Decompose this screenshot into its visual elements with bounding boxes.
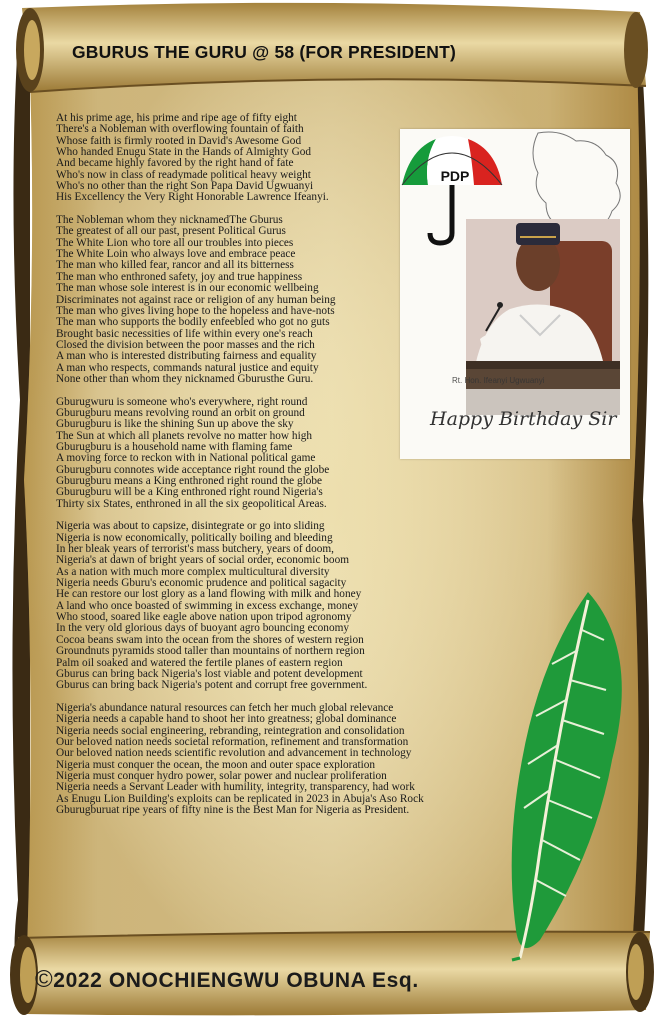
poem-line: Nigeria was about to capsize, disintegrate or go into sliding	[56, 520, 325, 533]
poem-line: The White Loin who always love and embrace peace	[56, 248, 296, 261]
poem-line: Thirty six States, enthroned in all the six geopolitical Areas.	[56, 497, 327, 510]
poem-line: Who's now in class of readymade political heavy weight	[56, 168, 311, 181]
page-title: GBURUS THE GURU @ 58 (FOR PRESIDENT)	[72, 42, 457, 62]
poem-line: The man who enthroned safety, joy and true happiness	[56, 270, 303, 283]
poem-line: Gburus can bring back Nigeria's potent and corrupt free government.	[56, 679, 368, 692]
birthday-greeting: Happy Birthday Sir	[430, 408, 617, 430]
poem-line: Gburugburu is a household name with flaming fame	[56, 440, 293, 453]
copyright-footer	[35, 966, 635, 994]
poem-line: Nigeria's abundance natural resources can fetch her much global relevance	[56, 701, 394, 714]
poem-line: Gburugburuat ripe years of fifty nine is the Best Man for Nigeria as President.	[56, 803, 410, 816]
poem-line: Groundnuts pyramids stood taller than mountains of northern region	[56, 645, 365, 658]
poem-line: He can restore our lost glory as a land flowing with milk and honey	[56, 588, 362, 601]
poem-line: His Excellency the Very Right Honorable Lawrence Ifeanyi.	[56, 191, 329, 204]
poem-line: Gburugburu is like the shining Sun up above the sky	[56, 418, 294, 431]
poem-line: Gburugburu connotes wide acceptance right round the globe	[56, 463, 330, 476]
poem-line: Whose faith is firmly rooted in David's Awesome God	[56, 134, 302, 147]
poem-line: As Enugu Lion Building's exploits can be replicated in 2023 in Abuja's Aso Rock	[56, 792, 424, 805]
pdp-logo-text: PDP	[440, 168, 470, 184]
poem-line: Brought basic necessities of life within every one's reach	[56, 327, 313, 340]
poem-line: The man who killed fear, rancor and all its bitterness	[56, 259, 294, 272]
poem-line: Closed the division between the poor masses and the rich	[56, 338, 315, 351]
poem-line: The man who gives living hope to the hopeless and have-nots	[56, 304, 335, 317]
poem-line: Cocoa beans swam into the ocean from the shores of western region	[56, 633, 364, 646]
poem-line: The White Lion who tore all our troubles into pieces	[56, 236, 294, 249]
poem-line: Our beloved nation needs scientific revolution and advancement in technology	[56, 747, 412, 760]
poem-line: A man who is interested distributing fairness and equality	[56, 350, 317, 363]
poem-line: The man who supports the bodily enfeebled who got no guts	[56, 316, 330, 329]
poem-line: Gburugwuru is someone who's everywhere, right round	[56, 395, 308, 408]
poem-line: In her bleak years of terrorist's mass butchery, years of doom,	[56, 543, 334, 556]
poem-line: There's a Nobleman with overflowing fountain of faith	[56, 123, 304, 136]
poem-line: Nigeria is now economically, politically boiling and bleeding	[56, 531, 333, 544]
stanza-4	[56, 521, 496, 691]
poem-line: Nigeria must conquer hydro power, solar power and nuclear proliferation	[56, 769, 387, 782]
poem-line: The Nobleman whom they nicknamedThe Gburus	[56, 214, 283, 227]
poem-line: Gburugburu will be a King enthroned right round Nigeria's	[56, 486, 323, 499]
poem-line: Palm oil soaked and watered the fertile planes of eastern region	[56, 656, 343, 669]
poem-line: Gburugburu means a King enthroned right round the globe	[56, 475, 323, 487]
poem-line: Our beloved nation needs societal reformation, refinement and transformation	[56, 735, 409, 748]
poem-line: Nigeria needs a capable hand to shoot her into greatness; global dominance	[56, 713, 397, 726]
stanza-5	[56, 703, 496, 816]
copyright-text: 2022 ONOCHIENGWU OBUNA Esq.	[53, 969, 419, 992]
poem-line: Nigeria needs social engineering, rebranding, reintegration and consolidation	[56, 724, 405, 737]
poem-line: Discriminates not against race or religion of any human being	[56, 293, 336, 306]
poem-line: None other than whom they nicknamed Gburusthe Guru.	[56, 372, 314, 385]
poem-line: In the very old glorious days of buoyant agro bouncing economy	[56, 622, 350, 635]
poem-line: Nigeria must conquer the ocean, the moon and outer space exploration	[56, 758, 376, 771]
poem-line: At his prime age, his prime and ripe age of fifty eight	[56, 112, 297, 124]
poem-line: A land who once boasted of swimming in excess exchange, money	[56, 599, 359, 612]
poem-line: Nigeria needs a Servant Leader with humility, integrity, transparency, had work	[56, 781, 415, 794]
poem-line: The Sun at which all planets revolve no matter how high	[56, 429, 313, 442]
poem-line: And became highly favored by the right hand of fate	[56, 157, 294, 170]
poem-line: Nigeria's at dawn of bright years of social order, economic boom	[56, 554, 350, 567]
poem-line: Who's no other than the right Son Papa David Ugwuanyi	[56, 180, 314, 193]
poem-line: Who stood, soared like eagle above nation upon tripod agronomy	[56, 611, 352, 624]
photo-caption: Rt. Hon. Ifeanyi Ugwuanyi	[452, 376, 545, 385]
poem-line: A man who respects, commands natural justice and equity	[56, 361, 319, 374]
copyright-icon: ©	[35, 966, 54, 993]
poem-line: A moving force to reckon with in National political game	[56, 452, 316, 465]
poem-line: Gburus can bring back Nigeria's lost viable and potent development	[56, 667, 363, 680]
poem-line: As a nation with much more complex multicultural diversity	[56, 565, 330, 578]
poem-line: The man whose sole interest is in our economic wellbeing	[56, 282, 319, 295]
poem-line: Nigeria needs Gburu's economic prudence and political sagacity	[56, 577, 347, 590]
poem-line: Gburugburu means revolving round an orbit on ground	[56, 406, 305, 419]
poem-line: The greatest of all our past, present Political Gurus	[56, 225, 286, 238]
poem-line: Who handed Enugu State in the Hands of Almighty God	[56, 146, 312, 159]
